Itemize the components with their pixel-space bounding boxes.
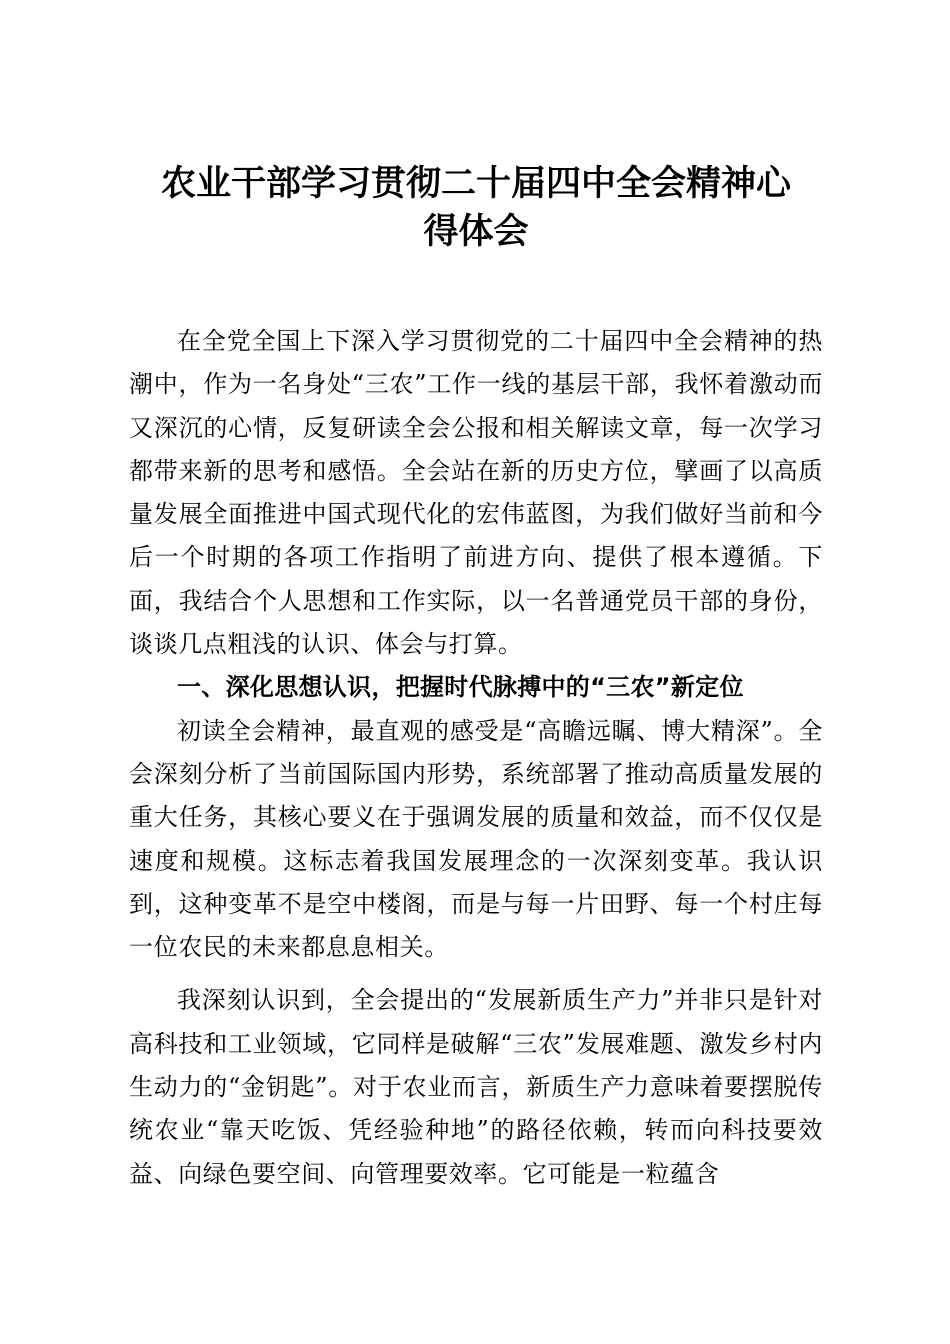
title-line-1: 农业干部学习贯彻二十届四中全会精神心 (160, 164, 791, 204)
paragraph-gap (129, 969, 823, 979)
document-body (129, 320, 823, 1196)
document-title (129, 160, 823, 256)
section-1-paragraph-2: 我深刻认识到，全会提出的“发展新质生产力”并非只是针对高科技和工业领域，它同样是破解“三农”发展难题、激发乡村内生动力的“金钥匙”。对于农业而言，新质生产力意味着要摆脱传统农业“靠天吃饭、凭经验种地”的路径依赖，转而向科技要效益、向绿色要空间、向管理要效率。它可能是一粒蕴含 (129, 986, 823, 1188)
section-heading-1: 一、深化思想认识，把握时代脉搏中的“三农”新定位 (177, 673, 744, 702)
title-line-2: 得体会 (423, 212, 529, 252)
intro-paragraph: 在全党全国上下深入学习贯彻党的二十届四中全会精神的热潮中，作为一名身处“三农”工作一线的基层干部，我怀着激动而又深沉的心情，反复研读全会公报和相关解读文章，每一次学习都带来新的思考和感悟。全会站在新的历史方位，擘画了以高质量发展全面推进中国式现代化的宏伟蓝图，为我们做好当前和今后一个时期的各项工作指明了前进方向、提供了根本遵循。下面，我结合个人思想和工作实际，以一名普通党员干部的身份，谈谈几点粗浅的认识、体会与打算。 (129, 327, 823, 659)
section-1-paragraph-1: 初读全会精神，最直观的感受是“高瞻远瞩、博大精深”。全会深刻分析了当前国际国内形势，系统部署了推动高质量发展的重大任务，其核心要义在于强调发展的质量和效益，而不仅仅是速度和规模。这标志着我国发展理念的一次深刻变革。我认识到，这种变革不是空中楼阁，而是与每一片田野、每一个村庄每一位农民的未来都息息相关。 (129, 716, 823, 962)
